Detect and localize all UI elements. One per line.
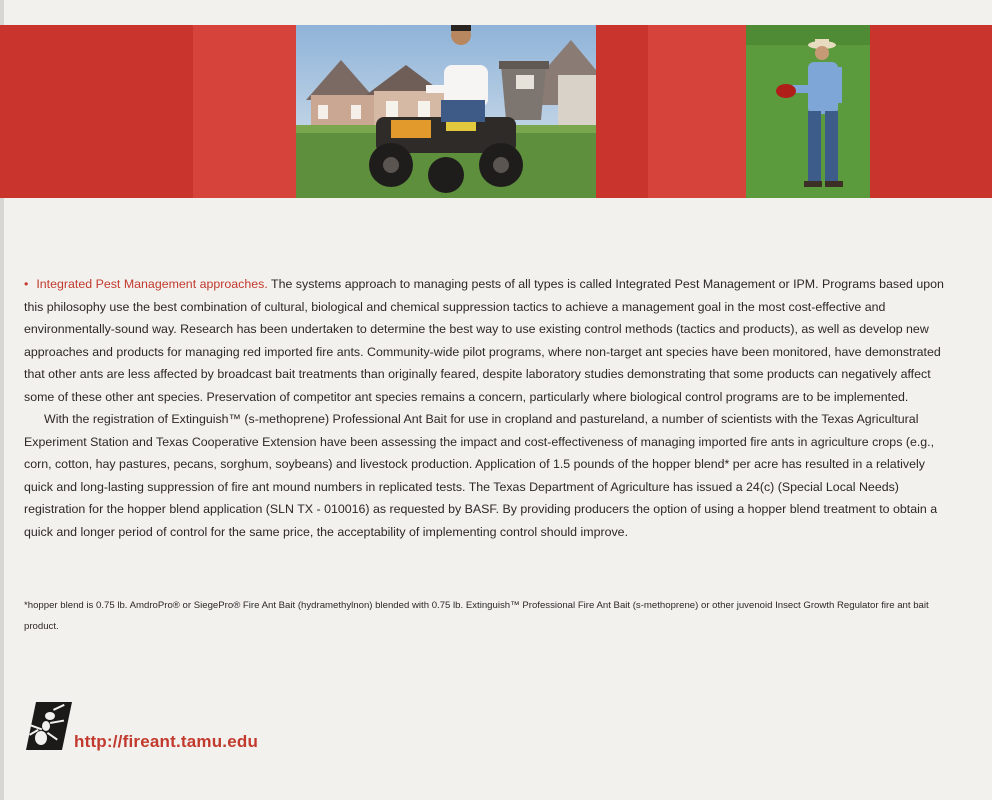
website-link[interactable]: http://fireant.tamu.edu [74,732,259,751]
man-spreading-bait-photo [746,25,870,198]
red-panel [596,25,648,198]
ipm-heading: Integrated Pest Management approaches. [36,277,268,291]
red-panel [648,25,746,198]
red-panel [193,25,296,198]
extinguish-paragraph: With the registration of Extinguish™ (s-methoprene) Professional Ant Bait for use in cropland and pastureland, a number of scientists with the Texas Agricultural Experiment Station and Texas Cooperative Extension have been assessing the impact and cost-effectiveness of managing imported fire ants in agriculture crops (e.g., corn, cotton, hay pastures, pecans, sorghum, soybeans) and livestock production. Application of 1.5 pounds of the hopper blend* per acre has resulted in a relatively quick and long-lasting suppression of fire ant mound numbers in replicated tests. The Texas Department of Agriculture has issued a 24(c) (Special Local Needs) registration for the hopper blend application (SLN TX - 010016) as requested by BASF. By providing producers the option of using a hopper blend treatment to obtain a quick and longer period of control for the same price, the acceptability of implementing control should improve. [24,412,938,539]
hopper-blend-footnote: *hopper blend is 0.75 lb. AmdroPro® or SiegePro® Fire Ant Bait (hydramethylnon) blended with 0.75 lb. Extinguish™ Professional Fire Ant Bait (s-methoprene) or other juvenoid Insect Growth Regulator fire ant bait product. [24,600,929,632]
red-panel [870,25,992,198]
ipm-body: The systems approach to managing pests of all types is called Integrated Pest Management or IPM. Programs based upon this philosophy use the best combination of cultural, biological and chemical suppression tactics to achieve a management goal in the most cost-effective and environmentally-sound way. Research has been undertaken to determine the best way to use existing control methods (tactics and products), as well as develop new approaches and products for managing red imported fire ants. Community-wide pilot programs, where non-target ant species have been monitored, have demonstrated that other ants are less affected by broadcast bait treatments than originally feared, despite laboratory studies demonstrating that some products can negatively affect some of these other ant species. Preservation of competitor ant species remains a concern, particularly where biological control programs are to be implemented. [24,277,944,404]
red-panel [0,25,193,198]
tractor-spreader-photo [296,25,596,198]
fire-ant-logo-icon [26,702,72,750]
bullet-icon: • [24,277,29,291]
footer [26,702,326,752]
ipm-paragraph [24,273,948,408]
main-text [24,273,948,543]
photo-banner [0,25,992,198]
